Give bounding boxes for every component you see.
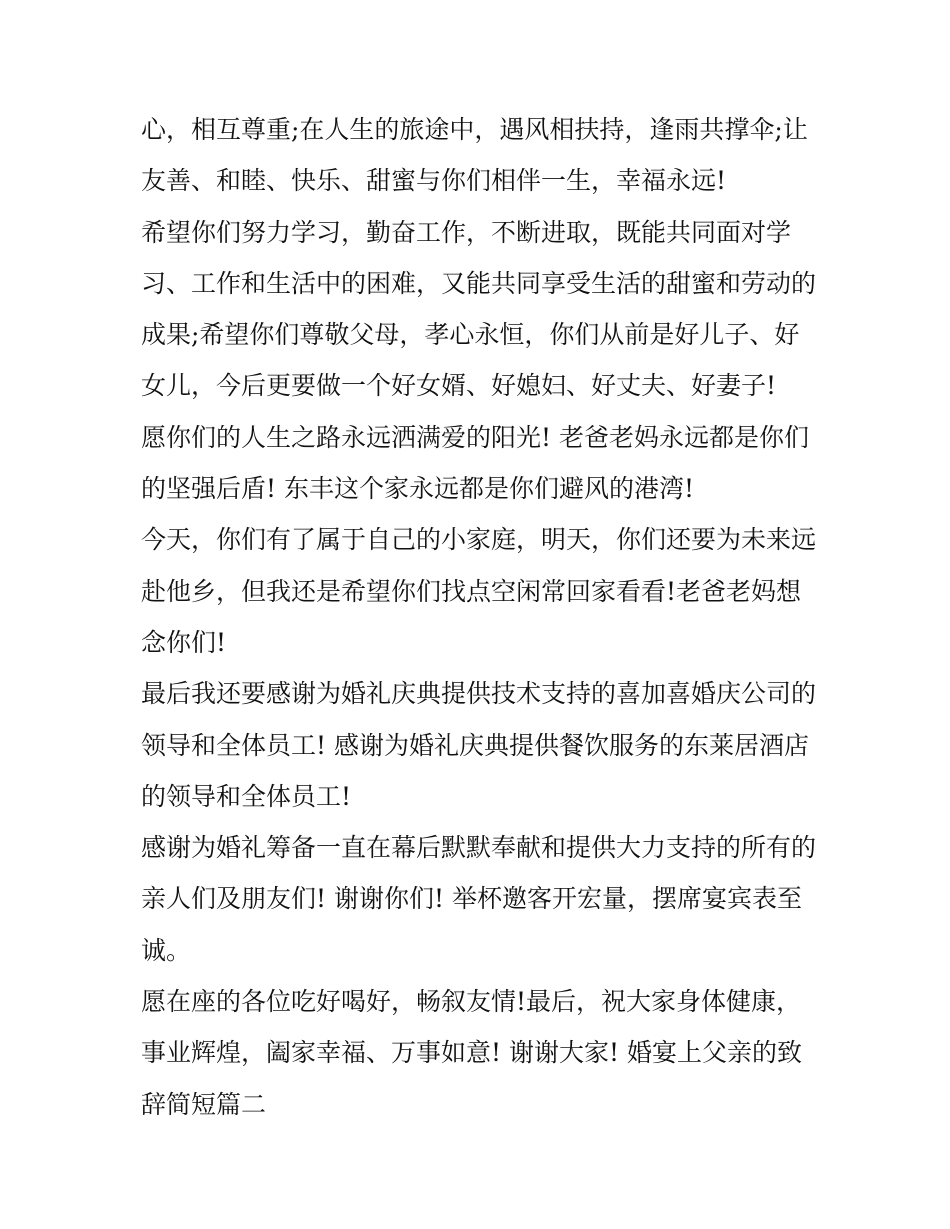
text-line: 的坚强后盾! 东丰这个家永远都是你们避风的港湾! [141, 474, 695, 504]
text-line: 友善、和睦、快乐、甜蜜与你们相伴一生，幸福永远! [141, 166, 727, 196]
text-line: 愿在座的各位吃好喝好，畅叙友情!最后，祝大家身体健康， [141, 987, 802, 1017]
text-line: 念你们! [141, 627, 227, 657]
text-line: 赴他乡，但我还是希望你们找点空闲常回家看看!老爸老妈想 [141, 576, 802, 606]
text-line: 事业辉煌，阖家幸福、万事如意! 谢谢大家! 婚宴上父亲的致 [141, 1038, 802, 1068]
text-line: 习、工作和生活中的困难，又能共同享受生活的甜蜜和劳动的 [141, 268, 817, 298]
text-line: 领导和全体员工! 感谢为婚礼庆典提供餐饮服务的东莱居酒店 [141, 730, 809, 760]
text-line: 女儿，今后更要做一个好女婿、好媳妇、好丈夫、好妻子! [141, 371, 777, 401]
text-line: 感谢为婚礼筹备一直在幕后默默奉献和提供大力支持的所有的 [141, 833, 817, 863]
text-line: 最后我还要感谢为婚礼庆典提供技术支持的喜加喜婚庆公司的 [141, 679, 817, 709]
text-line: 亲人们及朋友们! 谢谢你们! 举杯邀客开宏量，摆席宴宾表至 [141, 884, 802, 914]
text-line: 成果;希望你们尊敬父母，孝心永恒，你们从前是好儿子、好 [141, 320, 800, 350]
text-line: 今天，你们有了属于自己的小家庭，明天，你们还要为未来远 [141, 525, 817, 555]
text-line: 愿你们的人生之路永远洒满爱的阳光! 老爸老妈永远都是你们 [141, 422, 809, 452]
text-line: 诚。 [141, 935, 192, 965]
text-line: 心，相互尊重;在人生的旅途中，遇风相扶持，逢雨共撑伞;让 [141, 115, 808, 144]
document-body-text [141, 104, 821, 1130]
text-line: 希望你们努力学习，勤奋工作，不断进取，既能共同面对学 [141, 217, 792, 247]
text-line: 辞简短篇二 [141, 1089, 267, 1119]
text-line: 的领导和全体员工! [141, 781, 352, 811]
